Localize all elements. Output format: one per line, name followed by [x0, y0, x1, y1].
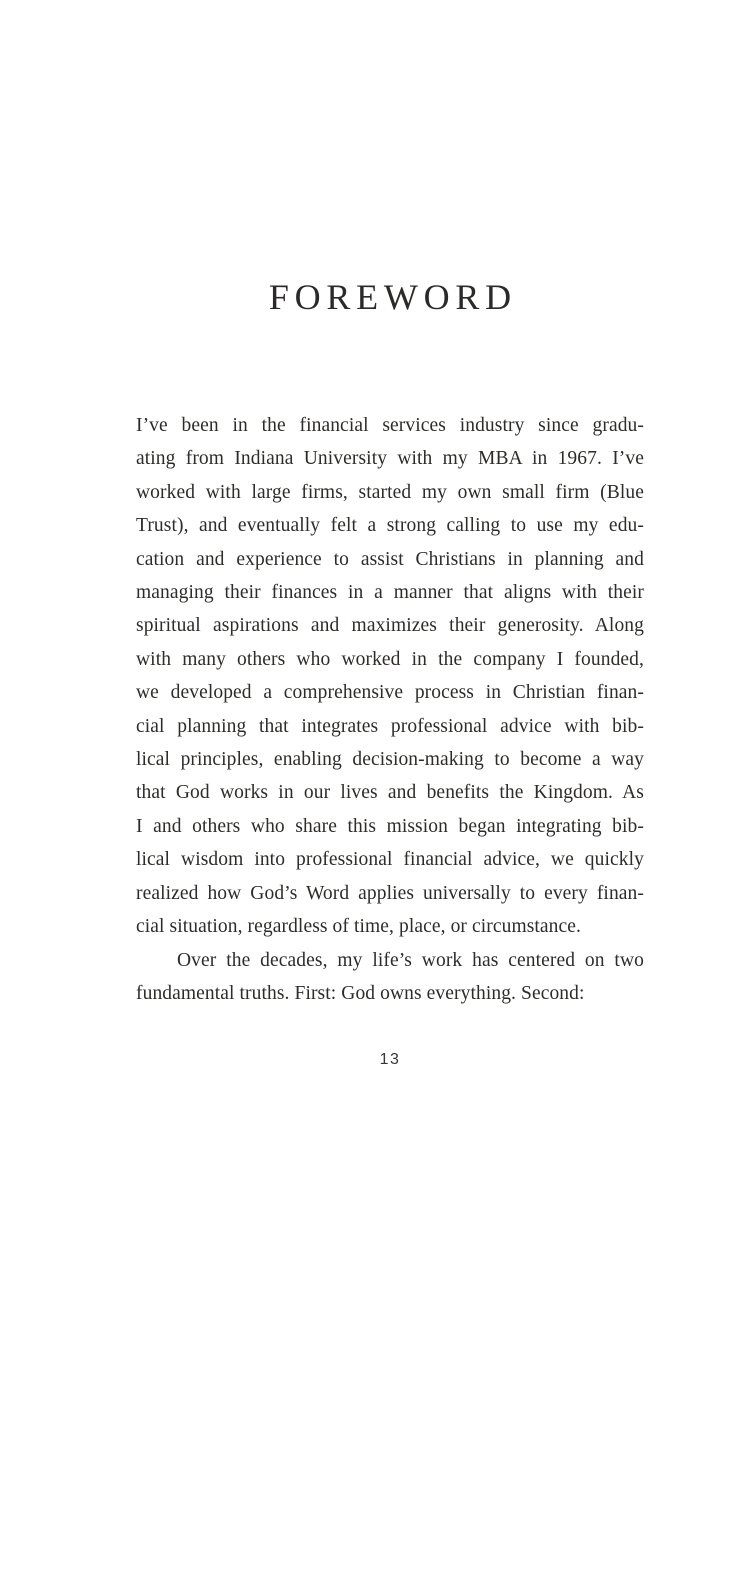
body-line: we developed a comprehensive process in Christian finan-: [136, 682, 644, 704]
body-line: ating from Indiana University with my MBA in 1967. I’ve: [136, 448, 644, 470]
body-line: spiritual aspirations and maximizes their generosity. Along: [136, 615, 644, 637]
page-number: 13: [379, 1051, 401, 1068]
body-text: [136, 409, 644, 1010]
body-line: managing their finances in a manner that aligns with their: [136, 582, 644, 604]
body-line: I’ve been in the financial services industry since gradu-: [136, 415, 644, 436]
body-line: cation and experience to assist Christians in planning and: [136, 548, 644, 570]
body-line: lical wisdom into professional financial advice, we quickly: [136, 849, 644, 871]
body-line: fundamental truths. First: God owns everything. Second:: [136, 982, 585, 1004]
body-line: Trust), and eventually felt a strong calling to use my edu-: [136, 515, 644, 537]
body-line: with many others who worked in the company I founded,: [136, 648, 644, 670]
body-line: realized how God’s Word applies universally to every finan-: [136, 882, 644, 904]
body-line: worked with large firms, started my own small firm (Blue: [136, 481, 644, 503]
body-line: I and others who share this mission began integrating bib-: [136, 815, 644, 837]
body-line: that God works in our lives and benefits the Kingdom. As: [136, 782, 644, 804]
chapter-title: FOREWORD: [268, 277, 517, 317]
body-line: cial situation, regardless of time, place, or circumstance.: [136, 916, 582, 938]
body-line: cial planning that integrates professional advice with bib-: [136, 715, 644, 737]
body-line: lical principles, enabling decision-making to become a way: [136, 749, 644, 771]
body-line: Over the decades, my life’s work has centered on two: [177, 949, 644, 971]
